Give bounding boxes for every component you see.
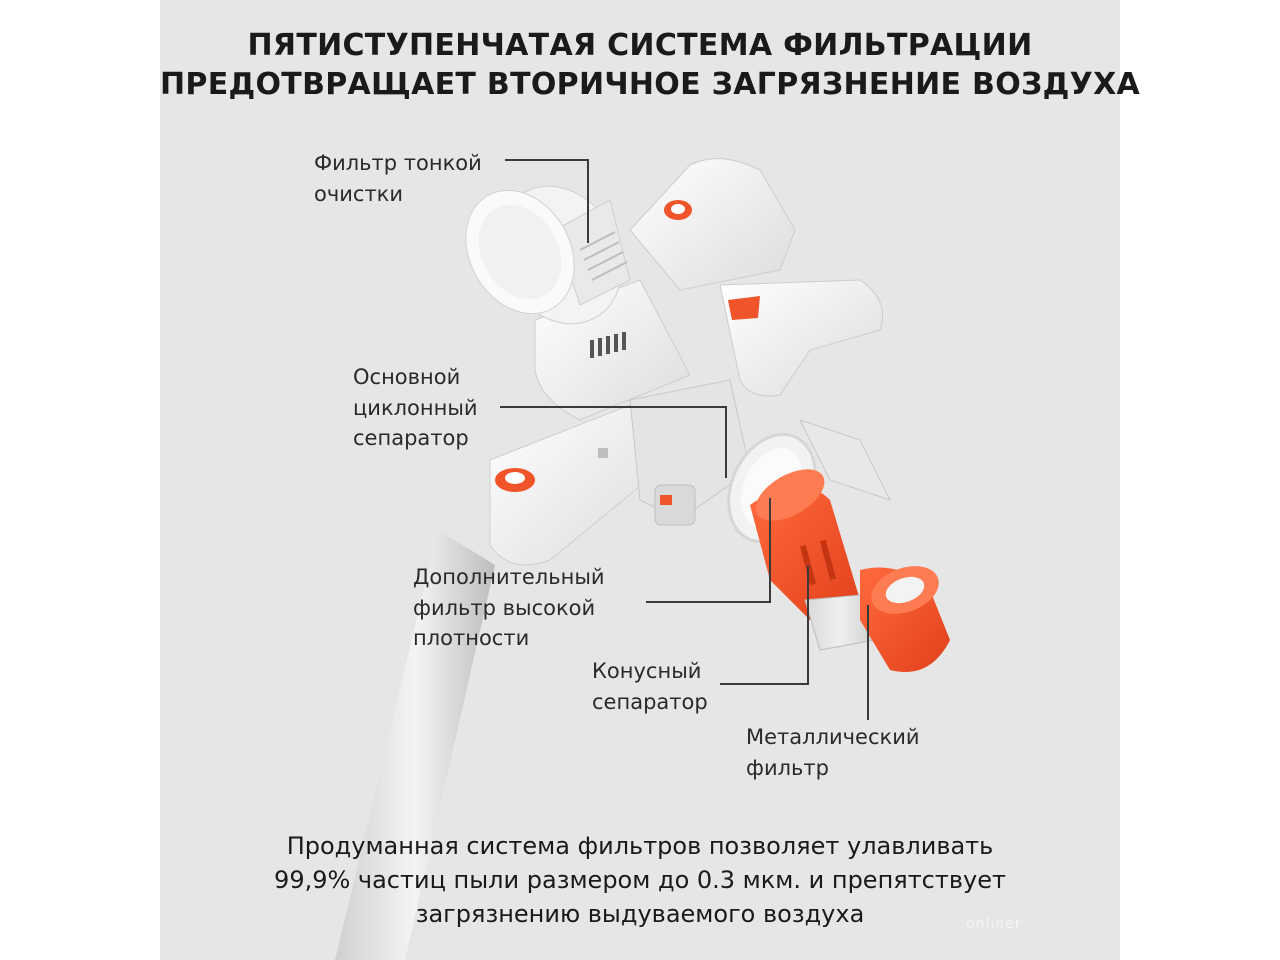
callout-line: плотности [413, 626, 530, 650]
callout-line: фильтр высокой [413, 595, 596, 620]
callout-line: фильтр [746, 755, 829, 780]
callout-line: Основной [353, 365, 461, 389]
title-line-2: ПРЕДОТВРАЩАЕТ ВТОРИЧНОЕ ЗАГРЯЗНЕНИЕ ВОЗДУХА [160, 67, 1141, 102]
callout-line: Конусный [592, 659, 702, 683]
footer-line-3: загрязнению выдуваемого воздуха [415, 900, 865, 928]
callout-fine-filter [314, 148, 482, 209]
vacuum-cleaner-illustration [160, 0, 1141, 960]
callout-line: Металлический [746, 725, 920, 749]
footer-line-1: Продуманная система фильтров позволяет улавливать [286, 832, 994, 860]
title-line-1: ПЯТИСТУПЕНЧАТАЯ СИСТЕМА ФИЛЬТРАЦИИ [247, 28, 1033, 63]
callout-cyclone-separator [353, 362, 478, 454]
callout-line: Фильтр тонкой [314, 151, 482, 175]
footer-line-2: 99,9% частиц пыли размером до 0.3 мкм. и препятствует [274, 866, 1006, 894]
callout-line: сепаратор [353, 426, 469, 450]
callout-metal-filter [746, 722, 920, 783]
callout-line: сепаратор [592, 689, 708, 714]
callout-line: очистки [314, 181, 404, 206]
callout-line: циклонный [353, 395, 478, 420]
callout-cone-separator [592, 656, 708, 717]
watermark: onliner [966, 916, 1022, 932]
callout-hd-filter [413, 562, 605, 654]
product-panel [160, 0, 1141, 960]
metal-filter [860, 557, 950, 672]
callout-line: Дополнительный [413, 565, 605, 589]
